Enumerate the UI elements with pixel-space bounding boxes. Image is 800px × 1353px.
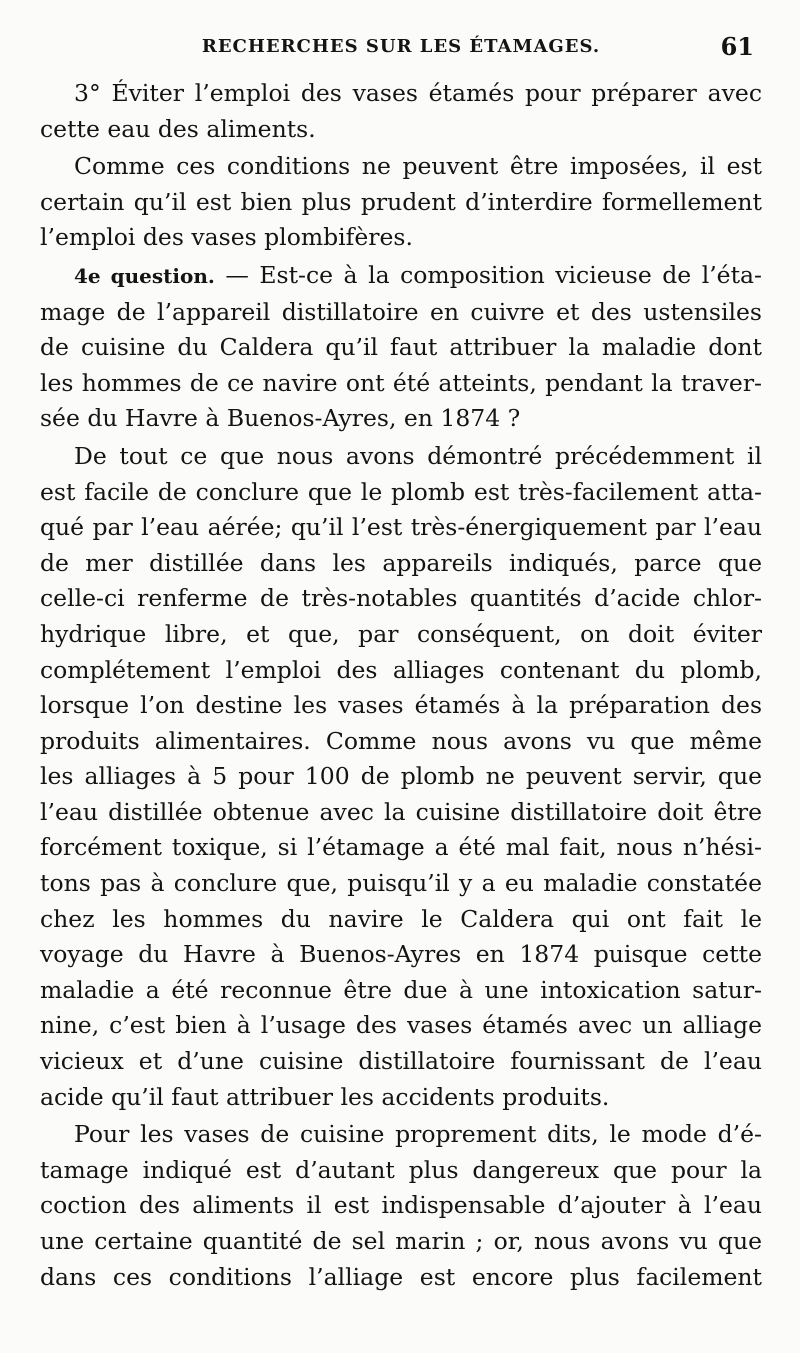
page-number: 61 [720, 32, 754, 61]
text-line: les alliages à 5 pour 100 de plomb ne peuvent servir, que [40, 762, 762, 791]
text-line: de mer distillée dans les appareils indiqués, parce que [40, 548, 762, 577]
page-header [40, 34, 762, 64]
text-line: tons pas à conclure que, puisqu’il y a eu maladie constatée [40, 869, 762, 898]
text-line: chez les hommes du navire le Caldera qui ont fait le [40, 904, 762, 933]
paragraph [40, 1117, 762, 1295]
text-line: nine, c’est bien à l’usage des vases étamés avec un alliage [40, 1011, 762, 1040]
text-line: l’eau distillée obtenue avec la cuisine distillatoire doit être [40, 797, 762, 826]
running-title: RECHERCHES SUR LES ÉTAMAGES. [201, 36, 601, 57]
body-text [40, 76, 762, 1295]
text-line: sée du Havre à Buenos-Ayres, en 1874 ? [40, 404, 521, 433]
text-line: coction des aliments il est indispensable d’ajouter à l’eau [40, 1191, 762, 1220]
text-line: de cuisine du Caldera qu’il faut attribuer la maladie dont [40, 333, 762, 362]
text-line: les hommes de ce navire ont été atteints, pendant la traver- [40, 368, 762, 397]
text-line: 3° Éviter l’emploi des vases étamés pour préparer avec [74, 79, 762, 107]
paragraph [40, 149, 762, 256]
text-line: mage de l’appareil distillatoire en cuivre et des ustensiles [40, 297, 762, 326]
paragraph [40, 439, 762, 1115]
text-line: celle-ci renferme de très-notables quantités d’acide chlor- [40, 584, 762, 613]
question-heading: 4e question. [74, 263, 215, 288]
question-text: — Est-ce à la composition vicieuse de l’éta- [214, 260, 762, 289]
text-line: acide qu’il faut attribuer les accidents produits. [40, 1082, 610, 1111]
text-line: forcément toxique, si l’étamage a été mal fait, nous n’hési- [40, 833, 762, 862]
text-line: vicieux et d’une cuisine distillatoire fournissant de l’eau [40, 1047, 762, 1076]
text-line: tamage indiqué est d’autant plus dangereux que pour la [40, 1155, 762, 1184]
text-line: est facile de conclure que le plomb est très-facilement atta- [40, 477, 762, 506]
text-line: Pour les vases de cuisine proprement dits, le mode d’é- [74, 1120, 762, 1149]
text-line: qué par l’eau aérée; qu’il l’est très-énergiquement par l’eau [40, 513, 762, 542]
paragraph [40, 76, 762, 147]
text-line: produits alimentaires. Comme nous avons vu que même [40, 726, 762, 755]
text-line: Comme ces conditions ne peuvent être imposées, il est [74, 152, 762, 181]
text-line: lorsque l’on destine les vases étamés à la préparation des [40, 691, 762, 720]
text-line: complétement l’emploi des alliages contenant du plomb, [40, 655, 762, 684]
text-line: cette eau des aliments. [40, 114, 316, 143]
text-line: certain qu’il est bien plus prudent d’interdire formellement [40, 187, 762, 216]
text-line: l’emploi des vases plombifères. [40, 223, 413, 252]
text-line: maladie a été reconnue être due à une intoxication satur- [40, 975, 762, 1004]
paragraph [40, 258, 762, 437]
text-line: voyage du Havre à Buenos-Ayres en 1874 puisque cette [40, 940, 762, 969]
text-line: une certaine quantité de sel marin ; or, nous avons vu que [40, 1227, 762, 1255]
text-line: hydrique libre, et que, par conséquent, on doit éviter [40, 619, 762, 648]
text-line [40, 258, 762, 295]
text-line: dans ces conditions l’alliage est encore plus facilement [40, 1262, 762, 1291]
text-line: De tout ce que nous avons démontré précédemment il [74, 441, 762, 470]
